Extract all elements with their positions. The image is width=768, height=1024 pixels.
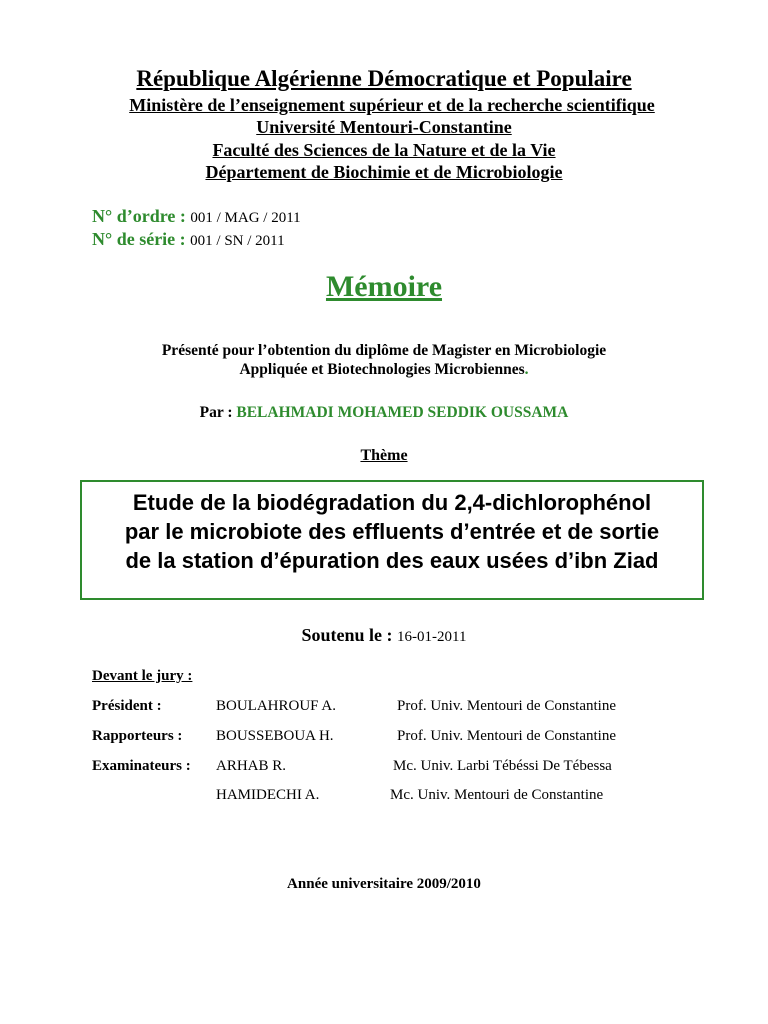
- jury-affiliation: Prof. Univ. Mentouri de Constantine: [397, 728, 617, 744]
- defense-date-value: 16-01-2011: [397, 629, 467, 645]
- jury-name: BOULAHROUF A.: [216, 698, 337, 714]
- theme-title-line-1: Etude de la biodégradation du 2,4-dichlorophénol: [132, 490, 652, 515]
- university-line: Université Mentouri-Constantine: [256, 117, 512, 137]
- jury-affiliation: Mc. Univ. Mentouri de Constantine: [390, 787, 604, 803]
- presentation-line-2-text: Appliquée et Biotechnologies Microbiennes: [239, 361, 525, 378]
- theme-label: Thème: [360, 447, 408, 464]
- author-name: BELAHMADI MOHAMED SEDDIK OUSSAMA: [236, 404, 569, 421]
- author-prefix: Par :: [199, 404, 237, 421]
- theme-title-line-3: de la station d’épuration des eaux usées d’ibn Ziad: [125, 548, 659, 573]
- department-line: Département de Biochimie et de Microbiologie: [205, 162, 563, 182]
- defense-date-line: [0, 625, 768, 646]
- jury-role: Rapporteurs :: [92, 728, 183, 744]
- theme-title-line-2: par le microbiote des effluents d’entrée et de sortie: [124, 519, 660, 544]
- presentation-line-1: Présenté pour l’obtention du diplôme de Magister en Microbiologie: [161, 342, 607, 359]
- republic-title: République Algérienne Démocratique et Populaire: [136, 66, 632, 91]
- jury-name: BOUSSEBOUA H.: [216, 728, 334, 744]
- theme-box: [80, 480, 704, 600]
- order-number-value: 001 / MAG / 2011: [190, 210, 301, 226]
- jury-label: Devant le jury :: [92, 668, 193, 684]
- jury-name: ARHAB R.: [216, 758, 287, 774]
- order-number: [92, 206, 301, 227]
- presentation-line-2-period: .: [524, 361, 529, 378]
- serial-number-label: N° de série :: [92, 229, 191, 249]
- jury-role: Président :: [92, 698, 162, 714]
- order-number-label: N° d’ordre :: [92, 206, 191, 226]
- jury-affiliation: Prof. Univ. Mentouri de Constantine: [397, 698, 617, 714]
- document-type-title: Mémoire: [325, 270, 443, 303]
- author-line: [0, 404, 768, 422]
- presentation-line-2: [0, 361, 768, 379]
- jury-affiliation: Mc. Univ. Larbi Tébéssi De Tébessa: [393, 758, 612, 774]
- ministry-line: Ministère de l’enseignement supérieur et de la recherche scientifique: [129, 95, 655, 115]
- academic-year: Année universitaire 2009/2010: [287, 876, 481, 892]
- serial-number: [92, 229, 285, 250]
- jury-name: HAMIDECHI A.: [216, 787, 320, 803]
- faculty-line: Faculté des Sciences de la Nature et de la Vie: [212, 140, 556, 160]
- serial-number-value: 001 / SN / 2011: [190, 233, 285, 249]
- defense-date-label: Soutenu le :: [301, 625, 398, 645]
- jury-role: Examinateurs :: [92, 758, 191, 774]
